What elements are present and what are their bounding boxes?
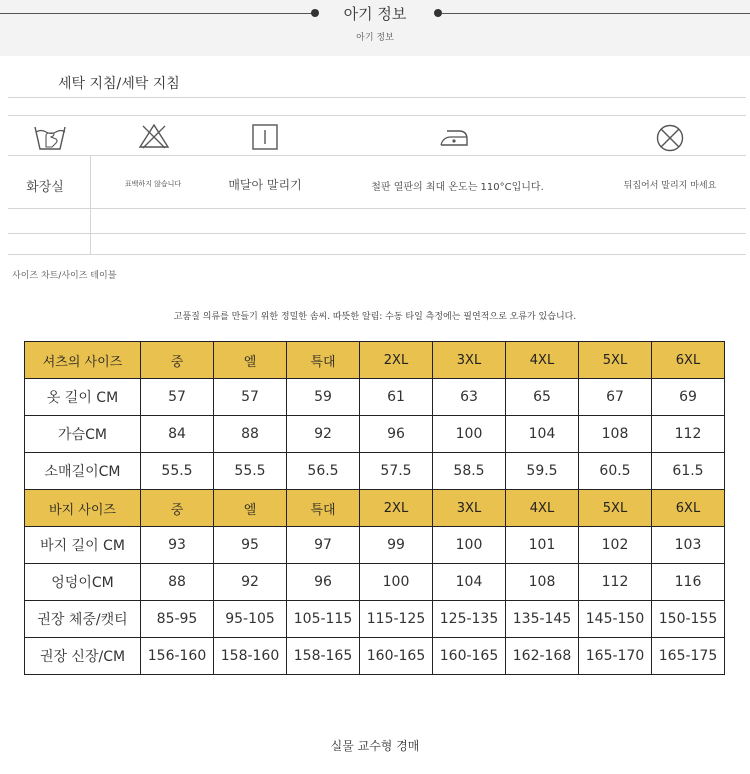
table-row	[25, 601, 725, 638]
row-label-cell: 바지 길이 CM	[25, 527, 141, 564]
table-cell: 160-165	[433, 638, 506, 675]
row-label-cell: 엉덩이CM	[25, 564, 141, 601]
header-band	[0, 0, 750, 56]
table-row	[25, 379, 725, 416]
table-cell: 88	[214, 416, 287, 453]
page-title: 아기 정보	[343, 5, 407, 23]
size-note: 고품질 의류를 만들기 위한 정밀한 솜씨. 따뜻한 알림: 수동 타일 측정에는 필연적으로 오류가 있습니다.	[173, 312, 577, 322]
table-header-row	[25, 490, 725, 527]
table-cell: 150-155	[652, 601, 725, 638]
table-cell: 135-145	[506, 601, 579, 638]
size-chart-title: 사이즈 차트/사이즈 테이블	[12, 271, 117, 281]
washing-title: 세탁 지침/세탁 지침	[58, 76, 180, 92]
table-cell: 100	[433, 527, 506, 564]
table-cell: 57	[214, 379, 287, 416]
table-cell: 특대	[287, 490, 360, 527]
table-row	[25, 638, 725, 675]
table-cell: 5XL	[579, 490, 652, 527]
table-cell: 158-165	[287, 638, 360, 675]
table-cell: 156-160	[141, 638, 214, 675]
care-label-bleach: 표백하지 않습니다	[124, 180, 182, 188]
table-cell: 116	[652, 564, 725, 601]
table-cell: 63	[433, 379, 506, 416]
line-dry-icon	[251, 123, 279, 151]
footer-text: 실물 교수형 경매	[330, 739, 420, 753]
table-cell: 61.5	[652, 453, 725, 490]
care-label-iron: 철판 열판의 최대 온도는 110°C입니다.	[371, 182, 544, 193]
header-line-right	[442, 13, 750, 14]
do-not-tumble-dry-icon	[654, 122, 686, 154]
row-label-cell: 소매길이CM	[25, 453, 141, 490]
page-subtitle: 아기 정보	[356, 33, 394, 43]
table-cell: 108	[506, 564, 579, 601]
table-cell: 104	[433, 564, 506, 601]
divider	[8, 254, 746, 255]
divider	[90, 155, 91, 254]
table-cell: 6XL	[652, 490, 725, 527]
table-cell: 96	[287, 564, 360, 601]
table-cell: 108	[579, 416, 652, 453]
table-cell: 97	[287, 527, 360, 564]
table-cell: 95	[214, 527, 287, 564]
table-cell: 92	[214, 564, 287, 601]
table-cell: 3XL	[433, 342, 506, 379]
row-label-cell: 셔츠의 사이즈	[25, 342, 141, 379]
divider	[8, 208, 746, 209]
divider	[8, 97, 746, 98]
iron-icon	[437, 125, 471, 149]
table-cell: 100	[433, 416, 506, 453]
divider	[8, 115, 746, 116]
row-label-cell: 옷 길이 CM	[25, 379, 141, 416]
hand-wash-icon	[32, 121, 68, 153]
header-dot-right	[434, 9, 442, 17]
row-label-cell: 바지 사이즈	[25, 490, 141, 527]
table-cell: 99	[360, 527, 433, 564]
table-cell: 59.5	[506, 453, 579, 490]
table-cell: 103	[652, 527, 725, 564]
table-cell: 112	[652, 416, 725, 453]
table-cell: 60.5	[579, 453, 652, 490]
table-cell: 93	[141, 527, 214, 564]
table-cell: 57	[141, 379, 214, 416]
table-cell: 2XL	[360, 342, 433, 379]
table-row	[25, 453, 725, 490]
table-cell: 59	[287, 379, 360, 416]
table-cell: 145-150	[579, 601, 652, 638]
table-cell: 88	[141, 564, 214, 601]
divider	[8, 233, 746, 234]
table-cell: 162-168	[506, 638, 579, 675]
table-cell: 4XL	[506, 342, 579, 379]
care-row-label: 화장실	[26, 180, 64, 195]
table-cell: 5XL	[579, 342, 652, 379]
table-cell: 160-165	[360, 638, 433, 675]
table-cell: 101	[506, 527, 579, 564]
table-cell: 중	[141, 490, 214, 527]
table-cell: 61	[360, 379, 433, 416]
table-cell: 105-115	[287, 601, 360, 638]
table-cell: 100	[360, 564, 433, 601]
table-cell: 92	[287, 416, 360, 453]
table-cell: 165-175	[652, 638, 725, 675]
table-cell: 57.5	[360, 453, 433, 490]
table-cell: 85-95	[141, 601, 214, 638]
table-cell: 95-105	[214, 601, 287, 638]
table-row	[25, 416, 725, 453]
table-cell: 67	[579, 379, 652, 416]
table-header-row	[25, 342, 725, 379]
table-cell: 4XL	[506, 490, 579, 527]
table-cell: 104	[506, 416, 579, 453]
table-cell: 125-135	[433, 601, 506, 638]
table-cell: 특대	[287, 342, 360, 379]
table-cell: 58.5	[433, 453, 506, 490]
row-label-cell: 권장 신장/CM	[25, 638, 141, 675]
table-cell: 165-170	[579, 638, 652, 675]
care-label-tumble: 뒤집어서 말리지 마세요	[623, 181, 717, 191]
table-row	[25, 527, 725, 564]
table-cell: 6XL	[652, 342, 725, 379]
table-cell: 102	[579, 527, 652, 564]
table-cell: 55.5	[214, 453, 287, 490]
row-label-cell: 가슴CM	[25, 416, 141, 453]
table-cell: 112	[579, 564, 652, 601]
size-table	[24, 341, 725, 675]
table-cell: 56.5	[287, 453, 360, 490]
table-cell: 55.5	[141, 453, 214, 490]
table-cell: 96	[360, 416, 433, 453]
table-cell: 3XL	[433, 490, 506, 527]
table-cell: 65	[506, 379, 579, 416]
table-cell: 엘	[214, 342, 287, 379]
table-row	[25, 564, 725, 601]
care-label-dry: 매달아 말리기	[228, 178, 302, 192]
row-label-cell: 권장 체중/캣티	[25, 601, 141, 638]
table-cell: 중	[141, 342, 214, 379]
do-not-bleach-icon	[137, 122, 171, 150]
table-cell: 115-125	[360, 601, 433, 638]
table-cell: 158-160	[214, 638, 287, 675]
table-cell: 84	[141, 416, 214, 453]
table-cell: 2XL	[360, 490, 433, 527]
table-cell: 69	[652, 379, 725, 416]
table-cell: 엘	[214, 490, 287, 527]
divider	[8, 155, 746, 156]
